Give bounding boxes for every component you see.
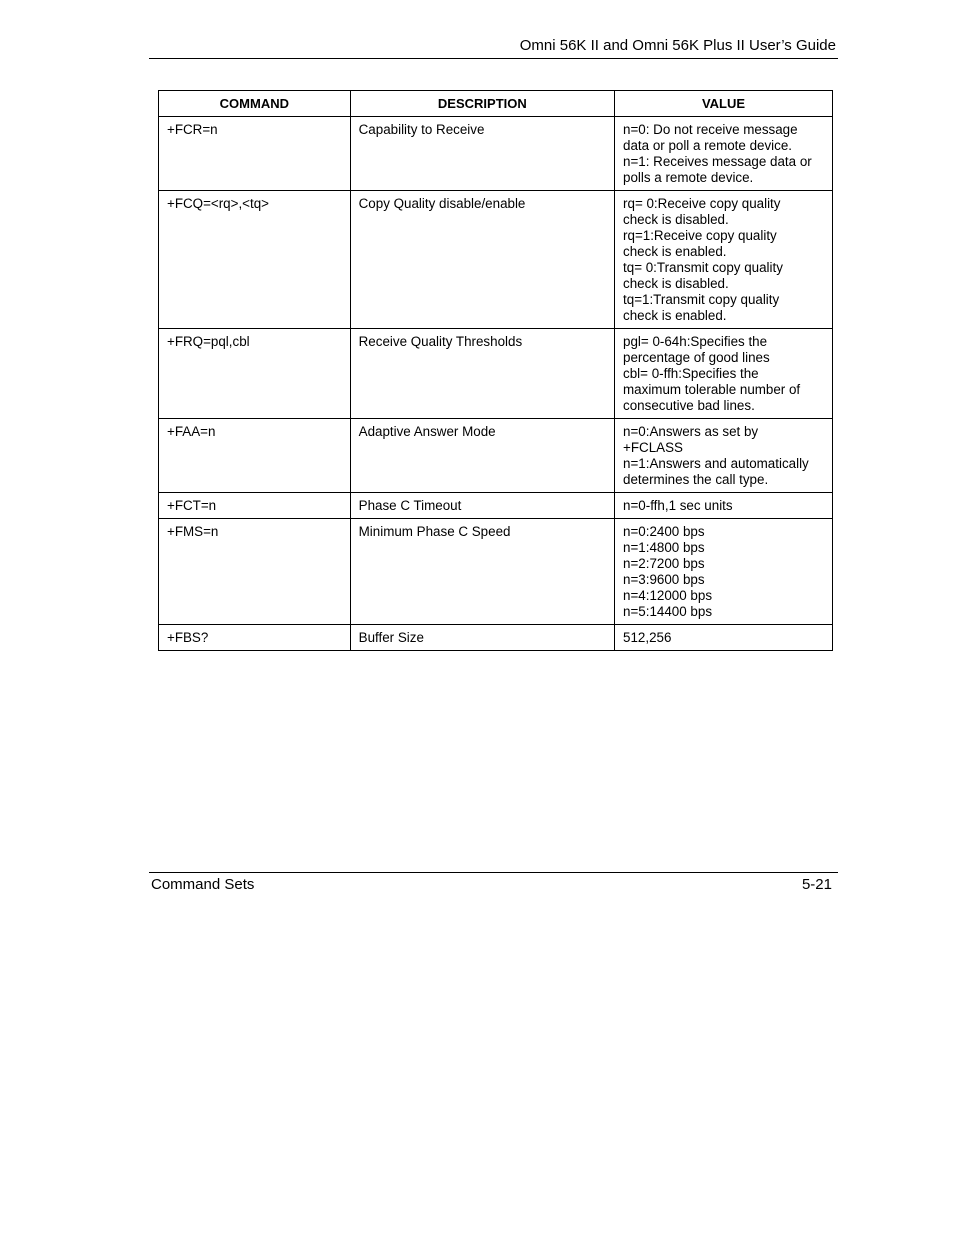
value-line: check is enabled. (623, 244, 727, 259)
table-row (159, 519, 833, 625)
value-cell (615, 329, 833, 419)
value-line: n=1:4800 bps (623, 540, 705, 555)
guide-title: Omni 56K II and Omni 56K Plus II User’s Guide (519, 37, 836, 54)
value-cell (615, 419, 833, 493)
value-line: data or poll a remote device. (623, 138, 792, 153)
command-cell: +FMS=n (159, 519, 351, 625)
table-row (159, 419, 833, 493)
value-cell (615, 493, 833, 519)
table-row (159, 117, 833, 191)
value-line: +FCLASS (623, 440, 683, 455)
value-line: pgl= 0-64h:Specifies the (623, 334, 768, 349)
page-footer (149, 872, 838, 895)
value-line: n=3:9600 bps (623, 572, 705, 587)
value-line: check is disabled. (623, 212, 729, 227)
table-header-row (159, 91, 833, 117)
description-cell: Phase C Timeout (350, 493, 614, 519)
value-line: 512,256 (623, 630, 672, 645)
value-line: rq=1:Receive copy quality (623, 228, 777, 243)
value-line: percentage of good lines (623, 350, 770, 365)
value-line: polls a remote device. (623, 170, 754, 185)
value-line: n=2:7200 bps (623, 556, 705, 571)
table-body (159, 117, 833, 651)
command-cell: +FCT=n (159, 493, 351, 519)
value-line: n=1: Receives message data or (623, 154, 812, 169)
command-table (158, 90, 833, 651)
description-cell: Minimum Phase C Speed (350, 519, 614, 625)
value-line: n=1:Answers and automatically (623, 456, 809, 471)
table-row (159, 191, 833, 329)
value-line: tq= 0:Transmit copy quality (623, 260, 783, 275)
description-cell: Capability to Receive (350, 117, 614, 191)
column-header-value: VALUE (615, 91, 833, 117)
description-cell: Adaptive Answer Mode (350, 419, 614, 493)
column-header-command: COMMAND (159, 91, 351, 117)
value-line: n=0:Answers as set by (623, 424, 759, 439)
value-line: n=5:14400 bps (623, 604, 713, 619)
command-cell: +FCR=n (159, 117, 351, 191)
value-line: tq=1:Transmit copy quality (623, 292, 780, 307)
table-row (159, 493, 833, 519)
section-name: Command Sets (151, 876, 255, 893)
value-line: n=0: Do not receive message (623, 122, 798, 137)
description-cell: Copy Quality disable/enable (350, 191, 614, 329)
value-line: determines the call type. (623, 472, 769, 487)
page-header (149, 36, 838, 59)
value-line: n=0-ffh,1 sec units (623, 498, 733, 513)
command-cell: +FAA=n (159, 419, 351, 493)
value-line: maximum tolerable number of (623, 382, 801, 397)
value-line: n=0:2400 bps (623, 524, 705, 539)
value-cell (615, 625, 833, 651)
command-cell: +FCQ=<rq>,<tq> (159, 191, 351, 329)
value-cell (615, 519, 833, 625)
value-line: cbl= 0-ffh:Specifies the (623, 366, 759, 381)
description-cell: Receive Quality Thresholds (350, 329, 614, 419)
value-cell (615, 191, 833, 329)
command-cell: +FBS? (159, 625, 351, 651)
table-row (159, 329, 833, 419)
table-row (159, 625, 833, 651)
page-number: 5-21 (801, 876, 832, 893)
value-line: check is disabled. (623, 276, 729, 291)
value-cell (615, 117, 833, 191)
value-line: consecutive bad lines. (623, 398, 755, 413)
value-line: n=4:12000 bps (623, 588, 713, 603)
value-line: rq= 0:Receive copy quality (623, 196, 781, 211)
value-line: check is enabled. (623, 308, 727, 323)
description-cell: Buffer Size (350, 625, 614, 651)
column-header-description: DESCRIPTION (350, 91, 614, 117)
command-cell: +FRQ=pql,cbl (159, 329, 351, 419)
